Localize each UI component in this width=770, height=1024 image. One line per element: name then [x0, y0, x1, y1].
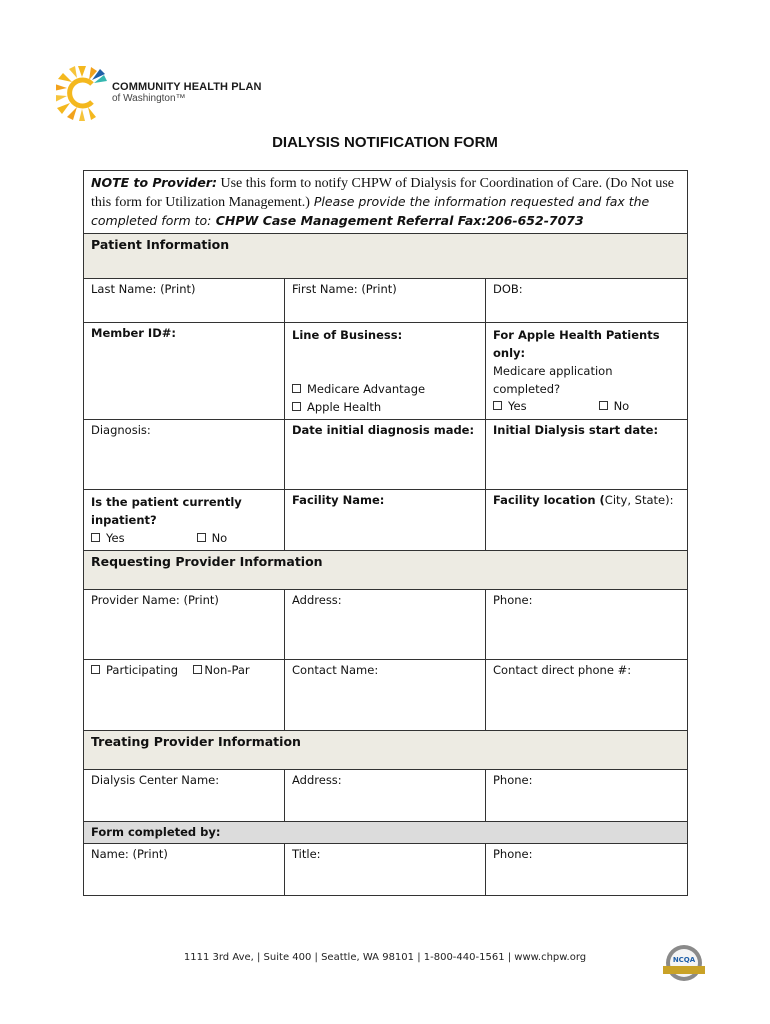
facility-location-label: Facility location (	[493, 493, 605, 507]
facility-name-field[interactable]	[285, 490, 486, 551]
provider-note	[84, 171, 688, 234]
ncqa-seal-icon	[659, 944, 709, 986]
completed-by-phone-field[interactable]: Phone:	[486, 844, 688, 896]
initial-dialysis-start-label: Initial Dialysis start date:	[493, 423, 659, 437]
dialysis-form-table	[83, 170, 688, 896]
facility-name-label: Facility Name:	[292, 493, 385, 507]
first-name-field[interactable]: First Name: (Print)	[285, 279, 486, 323]
medicare-advantage-option[interactable]	[292, 380, 478, 398]
sun-logo-icon	[56, 64, 110, 122]
participating-label: Participating	[106, 663, 179, 677]
dialysis-center-name-field[interactable]: Dialysis Center Name:	[84, 770, 285, 822]
date-initial-diagnosis-label: Date initial diagnosis made:	[292, 423, 475, 437]
apple-health-cell	[486, 323, 688, 420]
treating-address-field[interactable]: Address:	[285, 770, 486, 822]
checkbox-icon[interactable]	[599, 401, 608, 410]
medicare-app-yes-label: Yes	[508, 399, 527, 413]
logo-title: COMMUNITY HEALTH PLAN	[112, 81, 262, 93]
facility-location-field[interactable]	[486, 490, 688, 551]
checkbox-icon[interactable]	[91, 533, 100, 542]
member-id-label: Member ID#:	[91, 326, 176, 340]
checkbox-icon[interactable]	[91, 665, 100, 674]
seal-text: NCQA	[672, 956, 696, 964]
medicare-advantage-label: Medicare Advantage	[307, 382, 426, 396]
apple-health-title: For Apple Health Patients only:	[493, 328, 660, 360]
dob-field[interactable]: DOB:	[486, 279, 688, 323]
contact-name-field[interactable]: Contact Name:	[285, 660, 486, 731]
provider-name-field[interactable]: Provider Name: (Print)	[84, 590, 285, 660]
checkbox-icon[interactable]	[292, 402, 301, 411]
completed-by-name-field[interactable]: Name: (Print)	[84, 844, 285, 896]
diagnosis-label: Diagnosis:	[91, 423, 151, 437]
inpatient-yes-label: Yes	[106, 531, 125, 545]
checkbox-icon[interactable]	[493, 401, 502, 410]
last-name-field[interactable]: Last Name: (Print)	[84, 279, 285, 323]
section-patient-information: Patient Information	[84, 234, 688, 279]
fax-number: CHPW Case Management Referral Fax:206-652-7073	[211, 213, 584, 228]
member-id-field[interactable]	[84, 323, 285, 420]
form-title: DIALYSIS NOTIFICATION FORM	[272, 134, 498, 151]
requesting-phone-field[interactable]: Phone:	[486, 590, 688, 660]
note-text: Use this form to notify CHPW of Dialysis for Coordination of Care. (Do Not use this form for Utilization Management.)	[91, 176, 675, 210]
inpatient-question: Is the patient currently inpatient?	[91, 495, 242, 527]
medicare-app-no-label: No	[613, 399, 630, 413]
line-of-business-label: Line of Business:	[292, 328, 403, 342]
section-requesting-provider: Requesting Provider Information	[84, 551, 688, 590]
checkbox-icon[interactable]	[193, 665, 202, 674]
checkbox-icon[interactable]	[292, 384, 301, 393]
ncqa-seal	[659, 944, 709, 986]
diagnosis-field[interactable]	[84, 420, 285, 490]
chpw-logo	[56, 64, 276, 122]
apple-health-option[interactable]	[292, 398, 478, 416]
date-initial-diagnosis-field[interactable]	[285, 420, 486, 490]
facility-location-detail: City, State):	[604, 493, 674, 507]
inpatient-cell	[84, 490, 285, 551]
footer-address: 1111 3rd Ave, | Suite 400 | Seattle, WA 98101 | 1-800-440-1561 | www.chpw.org	[183, 952, 587, 963]
non-par-label: Non-Par	[204, 663, 250, 677]
checkbox-icon[interactable]	[197, 533, 206, 542]
section-form-completed-by: Form completed by:	[84, 822, 688, 844]
requesting-address-field[interactable]: Address:	[285, 590, 486, 660]
contact-phone-field[interactable]: Contact direct phone #:	[486, 660, 688, 731]
note-lead: NOTE to Provider:	[91, 175, 217, 190]
completed-by-title-field[interactable]: Title:	[285, 844, 486, 896]
initial-dialysis-start-field[interactable]	[486, 420, 688, 490]
inpatient-no-label: No	[211, 531, 228, 545]
line-of-business-cell	[285, 323, 486, 420]
note-instruction: Please provide the information requested and fax the completed form to:	[91, 194, 650, 228]
treating-phone-field[interactable]: Phone:	[486, 770, 688, 822]
apple-health-question: Medicare application completed?	[493, 364, 613, 396]
apple-health-label: Apple Health	[307, 400, 382, 414]
section-treating-provider: Treating Provider Information	[84, 731, 688, 770]
participation-cell	[84, 660, 285, 731]
logo-subtitle: of Washington™	[112, 93, 186, 104]
